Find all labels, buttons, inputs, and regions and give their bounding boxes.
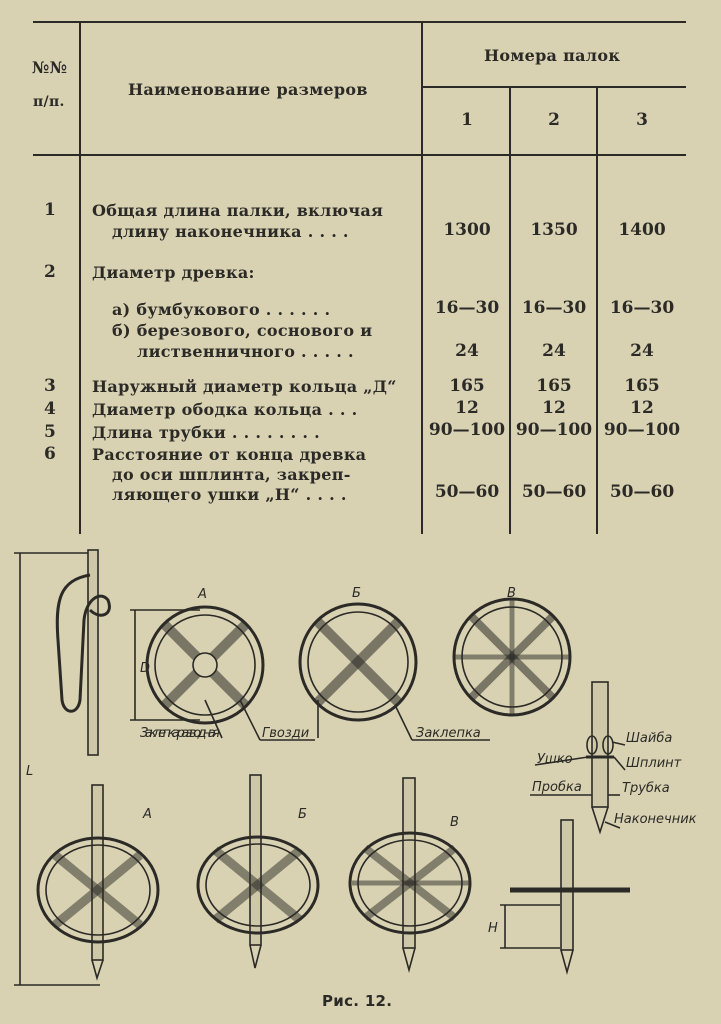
pole-with-strap bbox=[57, 550, 109, 755]
pole-assembly-b bbox=[198, 775, 318, 968]
row-label: ляющего ушки „Н“ . . . . bbox=[112, 485, 347, 504]
pole-assembly-a bbox=[38, 785, 158, 978]
pole-assembly-c bbox=[350, 778, 470, 970]
cell-value: 50—60 bbox=[434, 482, 500, 502]
cell-value: 50—60 bbox=[609, 482, 675, 502]
dim-label-h: Н bbox=[488, 921, 498, 936]
ring-label-a-bottom: А bbox=[143, 807, 152, 822]
row-label: Длина трубки . . . . . . . . bbox=[92, 423, 320, 442]
cell-value: 165 bbox=[536, 376, 572, 396]
callout-tube: Трубка bbox=[622, 781, 670, 796]
ring-label-c-bottom: В bbox=[450, 815, 459, 830]
ring-label-b: Б bbox=[352, 586, 361, 601]
cell-value: 12 bbox=[455, 398, 479, 418]
cell-value: 16—30 bbox=[521, 298, 587, 318]
group-header: Номера палок bbox=[484, 46, 621, 65]
cell-value: 1400 bbox=[618, 220, 666, 240]
column-header-3: 3 bbox=[636, 110, 648, 130]
row-label: Диаметр ободка кольца . . . bbox=[92, 400, 358, 419]
row-label: лиственничного . . . . . bbox=[137, 342, 354, 361]
callout-tip: Наконечник bbox=[614, 812, 697, 827]
row-label: Наружный диаметр кольца „Д“ bbox=[92, 377, 397, 396]
number-col-header: №№ bbox=[32, 58, 68, 77]
row-label: б) березового, соснового и bbox=[112, 321, 373, 340]
cell-value: 90—100 bbox=[515, 420, 593, 440]
cell-value: 24 bbox=[630, 341, 654, 361]
ring-c bbox=[454, 599, 570, 715]
row-label: Расстояние от конца древка bbox=[92, 445, 367, 464]
row-number: 3 bbox=[44, 376, 56, 396]
callout-cotter-pin: Шплинт bbox=[626, 756, 682, 771]
cell-value: 1300 bbox=[443, 220, 491, 240]
cell-value: 12 bbox=[542, 398, 566, 418]
callout-nails: Гвозди bbox=[262, 726, 310, 741]
ring-a bbox=[130, 607, 315, 740]
row-label: Общая длина палки, включая bbox=[92, 201, 384, 220]
dim-label-d: D bbox=[140, 661, 151, 676]
column-header-1: 1 bbox=[461, 110, 473, 130]
callout-plug: Пробка bbox=[532, 780, 582, 795]
row-label: длину наконечника . . . . bbox=[112, 222, 349, 241]
dim-label-l: L bbox=[26, 764, 34, 779]
cell-value: 12 bbox=[630, 398, 654, 418]
row-label: а) бумбукового . . . . . . bbox=[112, 300, 331, 319]
number-col-header-sub: п/п. bbox=[33, 94, 65, 110]
callout-rivet-split: Заклепка разводная bbox=[140, 726, 220, 741]
cell-value: 24 bbox=[542, 341, 566, 361]
cell-value: 90—100 bbox=[603, 420, 681, 440]
column-header-2: 2 bbox=[548, 110, 560, 130]
pole-side-view bbox=[500, 820, 630, 972]
row-number: 1 bbox=[44, 200, 56, 220]
ring-label-a: А bbox=[198, 587, 207, 602]
cell-value: 24 bbox=[455, 341, 479, 361]
cell-value: 50—60 bbox=[521, 482, 587, 502]
row-number: 6 bbox=[44, 444, 56, 464]
cell-value: 16—30 bbox=[609, 298, 675, 318]
ring-label-c: В bbox=[507, 586, 516, 601]
ring-label-b-bottom: Б bbox=[298, 807, 307, 822]
cell-value: 165 bbox=[449, 376, 485, 396]
row-number: 5 bbox=[44, 422, 56, 442]
cell-value: 165 bbox=[624, 376, 660, 396]
name-col-header: Наименование размеров bbox=[128, 80, 368, 99]
figure-caption: Рис. 12. bbox=[322, 992, 393, 1010]
row-number: 4 bbox=[44, 399, 56, 419]
callout-washer: Шайба bbox=[626, 731, 673, 746]
row-label: до оси шплинта, закреп- bbox=[112, 465, 351, 484]
ring-b bbox=[300, 604, 490, 740]
row-number: 2 bbox=[44, 262, 56, 282]
cell-value: 1350 bbox=[530, 220, 578, 240]
row-label: Диаметр древка: bbox=[92, 263, 255, 282]
callout-eyelet: Ушко bbox=[537, 752, 573, 767]
cell-value: 16—30 bbox=[434, 298, 500, 318]
cell-value: 90—100 bbox=[428, 420, 506, 440]
callout-rivet: Заклепка bbox=[416, 726, 481, 741]
